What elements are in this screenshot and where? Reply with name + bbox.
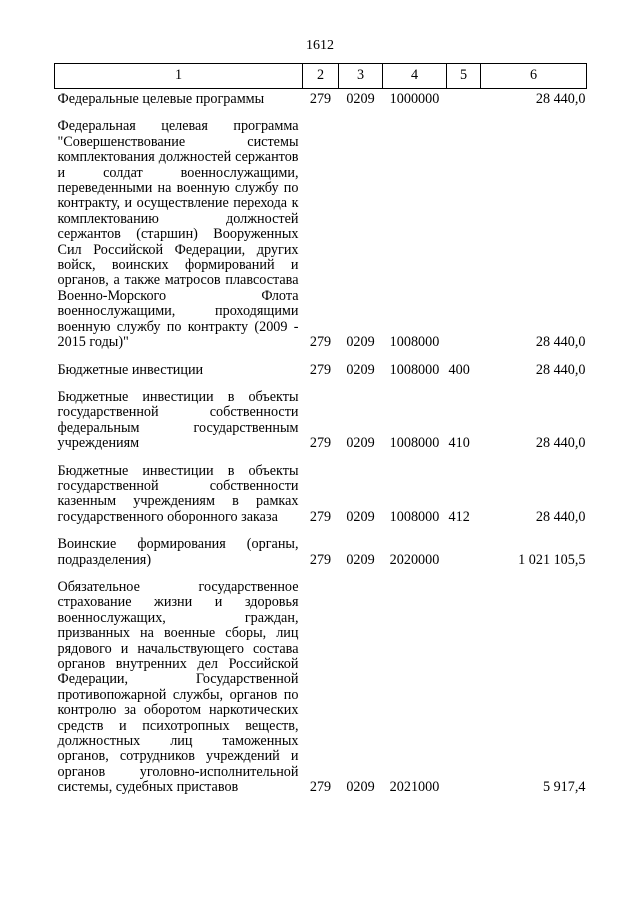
- row-code-section: 0209: [346, 551, 375, 568]
- row-amount: 28 440,0: [535, 435, 586, 452]
- row-code-target: 2021000: [389, 779, 440, 796]
- row-code-section: 0209: [346, 508, 375, 525]
- row-amount: 28 440,0: [535, 361, 586, 378]
- row-description: Федеральные целевые программы: [57, 91, 265, 107]
- row-amount: 1 021 105,5: [518, 551, 586, 568]
- row-code-ministry: 279: [309, 334, 332, 351]
- row-code-ministry: 279: [309, 435, 332, 452]
- row-code-expense-type: [447, 113, 481, 356]
- row-amount: 28 440,0: [535, 508, 586, 525]
- row-description: Бюджетные инвестиции в объекты государственной собственности федеральным государственным учреждениям: [57, 388, 299, 452]
- column-header-1: 1: [55, 64, 303, 89]
- row-code-expense-type: [447, 89, 481, 114]
- column-header-5: 5: [447, 64, 481, 89]
- table-row: [55, 89, 587, 114]
- row-code-target: 1008000: [389, 435, 440, 452]
- column-header-2: 2: [303, 64, 339, 89]
- table-row: [55, 458, 587, 532]
- budget-table: [54, 63, 587, 802]
- row-description: Бюджетные инвестиции: [57, 361, 204, 378]
- row-code-ministry: 279: [309, 779, 332, 796]
- row-amount: 28 440,0: [535, 91, 586, 107]
- row-code-target: 2020000: [389, 551, 440, 568]
- row-code-expense-type: [447, 531, 481, 574]
- row-code-target: 1008000: [389, 334, 440, 351]
- row-code-target: 1008000: [389, 361, 440, 378]
- column-header-4: 4: [383, 64, 447, 89]
- row-code-section: 0209: [346, 779, 375, 796]
- row-code-expense-type: 410: [448, 435, 470, 452]
- row-code-section: 0209: [346, 91, 375, 107]
- row-code-expense-type: [447, 574, 481, 802]
- row-description: Обязательное государственное страхование жизни и здоровья военнослужащих, граждан, призванных на военные сборы, лиц рядового и начальствующего состава органов внутренних дел Российской Федерации, Государственной противопожарной службы, органов по контролю за оборотом наркотических средств и психотропных веществ, должностных лиц таможенных органов, сотрудников учреждений и органов уголовно-исполнительной системы, судебных приставов: [57, 578, 299, 796]
- row-code-ministry: 279: [309, 91, 332, 107]
- column-header-3: 3: [339, 64, 383, 89]
- row-code-section: 0209: [346, 361, 375, 378]
- row-amount: 28 440,0: [535, 334, 586, 351]
- column-header-6: 6: [481, 64, 587, 89]
- table-row: [55, 113, 587, 356]
- row-code-expense-type: 412: [448, 508, 470, 525]
- row-code-ministry: 279: [309, 551, 332, 568]
- table-row: [55, 574, 587, 802]
- row-code-section: 0209: [346, 435, 375, 452]
- row-code-section: 0209: [346, 334, 375, 351]
- page-number: 1612: [306, 38, 334, 53]
- row-code-expense-type: 400: [448, 361, 470, 378]
- row-code-ministry: 279: [309, 361, 332, 378]
- row-amount: 5 917,4: [542, 779, 586, 796]
- row-code-target: 1000000: [389, 91, 440, 107]
- row-code-target: 1008000: [389, 508, 440, 525]
- table-row: [55, 384, 587, 458]
- table-row: [55, 357, 587, 384]
- table-row: [55, 531, 587, 574]
- row-description: Бюджетные инвестиции в объекты государственной собственности казенным учреждениям в рамках государственного оборонного заказа: [57, 462, 299, 525]
- row-description: Федеральная целевая программа "Совершенствование системы комплектования должностей сержантов и солдат военнослужащими, переведенными на военную службу по контракту, и осуществление перехода к комплектованию должностей сержантов (старшин) Вооруженных Сил Российской Федерации, других войск, воинских формирований и органов, а также матросов плавсостава Военно-Морского Флота военнослужащими, проходящими военную службу по контракту (2009 - 2015 годы)": [57, 118, 299, 351]
- row-description: Воинские формирования (органы, подразделения): [57, 536, 299, 568]
- row-code-ministry: 279: [309, 508, 332, 525]
- table-header-row: [55, 64, 587, 89]
